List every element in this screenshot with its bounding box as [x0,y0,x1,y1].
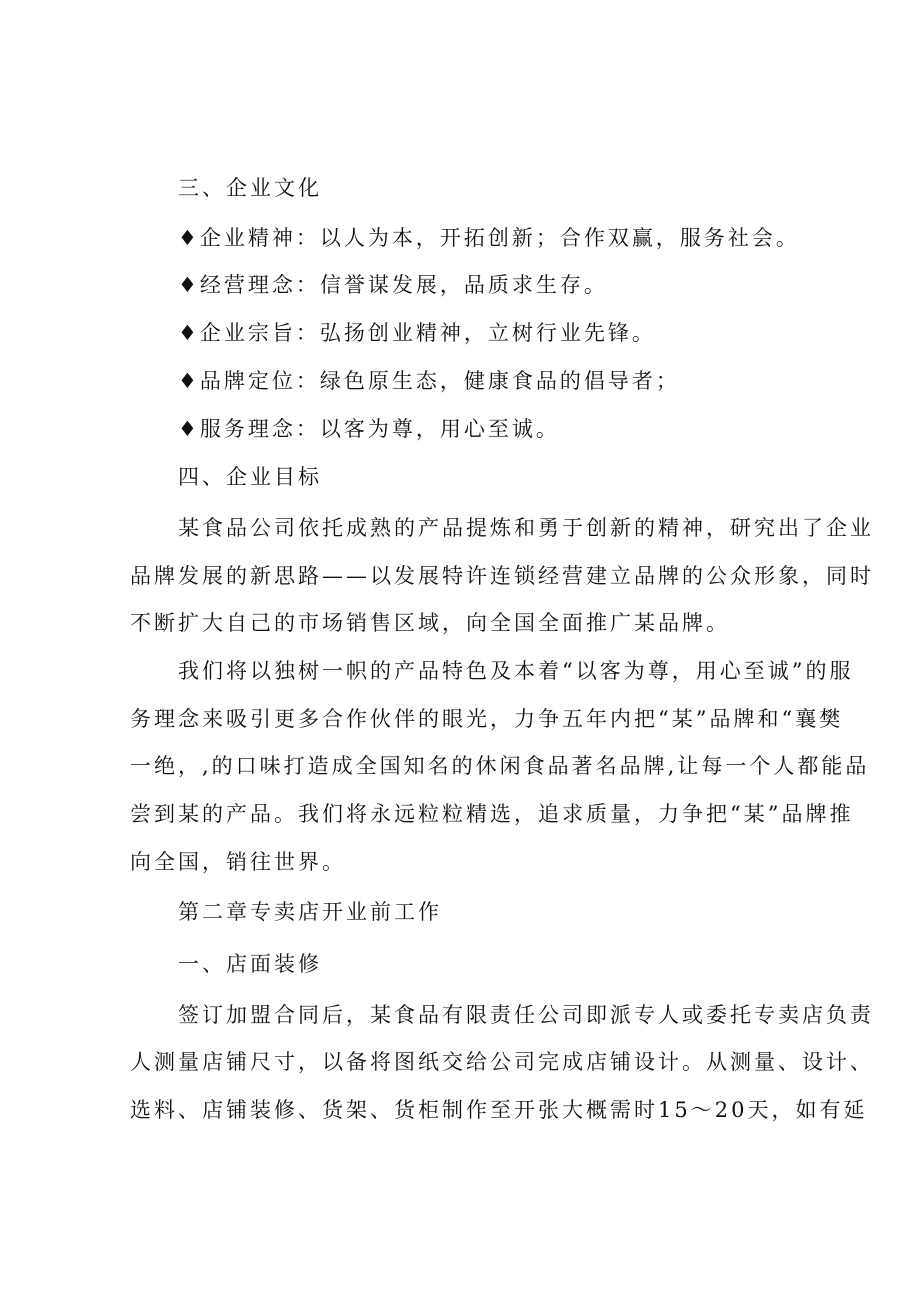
paragraph-line: 品牌发展的新思路——以发展特许连锁经营建立品牌的公众形象，同时 [130,564,874,588]
paragraph-line: 某食品公司依托成熟的产品提炼和勇于创新的精神，研究出了企业 [178,516,874,540]
paragraph-line: 签订加盟合同后，某食品有限责任公司即派专人或委托专卖店负责 [178,1003,874,1027]
culture-item: ♦经营理念：信誉谋发展，品质求生存。 [178,273,608,297]
section-heading: 三、企业文化 [178,176,322,200]
paragraph-line: 人测量店铺尺寸，以备将图纸交给公司完成店铺设计。从测量、设计、 [130,1050,874,1074]
paragraph-line: 一绝，,的口味打造成全国知名的休闲食品著名品牌,让每一个人都能品 [130,754,870,778]
paragraph-line: 不断扩大自己的市场销售区域，向全国全面推广某品牌。 [130,611,730,635]
paragraph-line: 向全国，销往世界。 [130,850,346,874]
section-heading: 四、企业目标 [178,465,322,489]
culture-item: ♦品牌定位：绿色原生态，健康食品的倡导者； [178,369,680,393]
paragraph-line: 尝到某的产品。我们将永远粒粒精选，追求质量，力争把“某”品牌推 [130,802,854,826]
culture-item: ♦企业精神：以人为本，开拓创新；合作双赢，服务社会。 [178,226,800,250]
culture-item: ♦服务理念：以客为尊，用心至诚。 [178,417,560,441]
culture-item: ♦企业宗旨：弘扬创业精神，立树行业先锋。 [178,321,656,345]
paragraph-line: 选料、店铺装修、货架、货柜制作至开张大概需时15～20天，如有延 [130,1098,868,1122]
section-heading: 一、店面装修 [178,952,322,976]
paragraph-line: 务理念来吸引更多合作伙伴的眼光，力争五年内把“某”品牌和“襄樊 [130,707,844,731]
paragraph-line: 我们将以独树一帜的产品特色及本着“以客为尊，用心至诚”的服 [178,659,854,683]
chapter-title: 第二章专卖店开业前工作 [178,900,442,924]
